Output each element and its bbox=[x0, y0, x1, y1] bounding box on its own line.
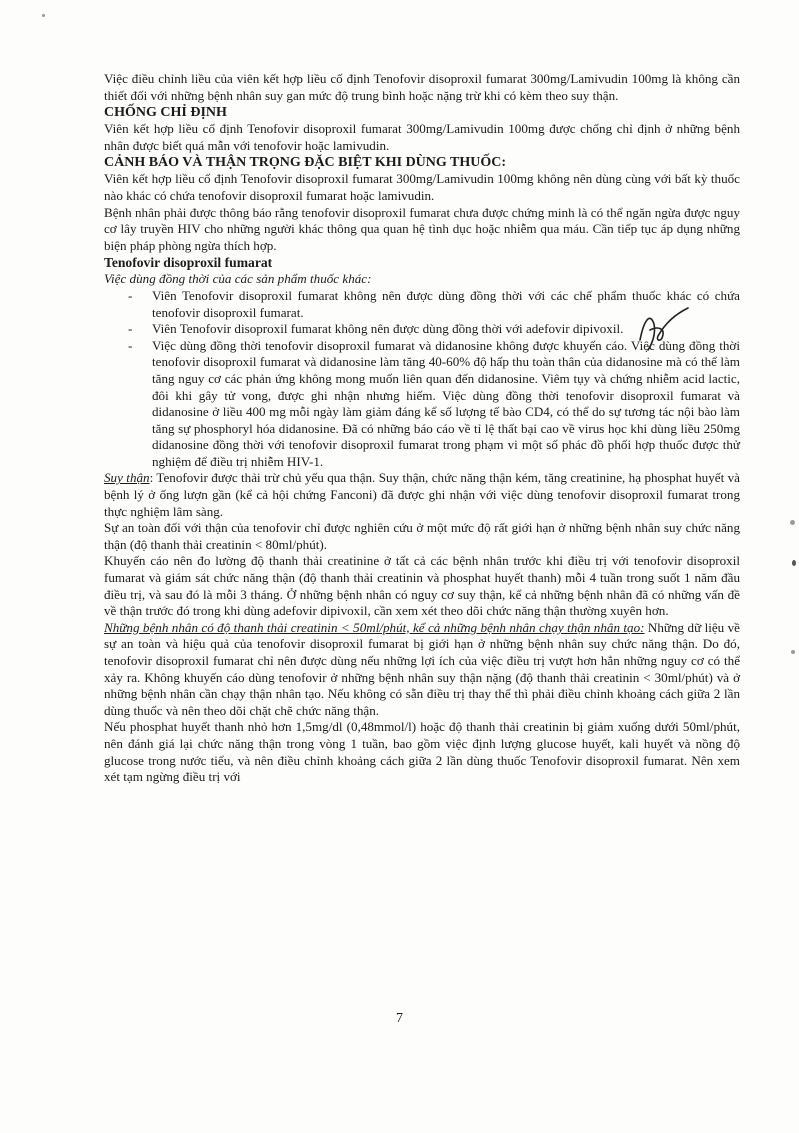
paragraph-contraindications: Viên kết hợp liều cố định Tenofovir disoproxil fumarat 300mg/Lamivudin 100mg được chống chỉ định ở những bệnh nhân được biết quá mẫn với tenofovir hoặc lamivudin. bbox=[104, 121, 740, 153]
page-number: 7 bbox=[396, 1011, 403, 1026]
heading-contraindications: CHỐNG CHỈ ĐỊNH bbox=[104, 105, 227, 121]
bullet-dash: - bbox=[128, 321, 133, 337]
paragraph-dialysis bbox=[104, 620, 740, 720]
list-item-text: Viên Tenofovir disoproxil fumarat không nên được dùng đồng thời với các chế phẩm thuốc khác có chứa tenofovir disoproxil fumarat. bbox=[152, 287, 740, 320]
heading-warnings: CẢNH BÁO VÀ THẬN TRỌNG ĐẶC BIỆT KHI DÙNG THUỐC: bbox=[104, 155, 507, 171]
dialysis-text: Những dữ liệu về sự an toàn và hiệu quả của tenofovir disoproxil fumarat bị giới hạn ở những bệnh nhân suy chức năng thận. Do đó, tenofovir disoproxil fumarat chỉ nên được dùng nếu những lợi ích của việc điều trị vượt hơn hẳn những nguy cơ có thể xảy ra. Không khuyến cáo dùng tenofovir ở những bệnh nhân suy thận nặng (độ thanh thải creatinin < 30ml/phút) và ở những bệnh nhân cần chạy thận nhân tạo. Nếu không có sẵn điều trị thay thế thì phải điều chỉnh khoảng cách giữa 2 lần dùng thuốc và nên theo dõi chặt chẽ chức năng thận. bbox=[104, 619, 740, 718]
list-item-text: Viên Tenofovir disoproxil fumarat không nên được dùng đồng thời với adefovir dipivoxil. bbox=[152, 321, 624, 337]
scan-mark bbox=[790, 520, 795, 525]
scan-mark bbox=[791, 650, 795, 654]
bullet-dash: - bbox=[128, 337, 133, 353]
paragraph-renal-safety: Sự an toàn đối với thận của tenofovir chỉ được nghiên cứu ở một mức độ rất giới hạn ở những bệnh nhân suy chức năng thận (độ thanh thải creatinin < 80ml/phút). bbox=[104, 520, 740, 552]
paragraph-hepatic-dose: Việc điều chỉnh liều của viên kết hợp liều cố định Tenofovir disoproxil fumarat 300mg/Lamivudin 100mg là không cần thiết đối với những bệnh nhân suy gan mức độ trung bình hoặc nặng trừ khi có kèm theo suy thận. bbox=[104, 71, 740, 103]
list-item-text: Việc dùng đồng thời tenofovir disoproxil fumarat và didanosine không được khuyến cáo. Việc dùng đồng thời tenofovir disoproxil fumarat và didanosine làm tăng 40-60% độ hấp thu toàn thân của didanosine mà có thể làm tăng nguy cơ các phản ứng không mong muốn liên quan đến didanosine. Viêm tụy và chứng nhiễm acid lactic, đôi khi gây tử vong, được ghi nhận nhưng hiếm. Việc dùng đồng thời tenofovir disoproxil fumarat và didanosine ở liều 400 mg mỗi ngày làm giảm đáng kể số lượng tế bào CD4, có thể do sự tương tác nội bào làm tăng sự phosphoryl hóa didanosine. Đã có những báo cáo về tỉ lệ thất bại cao về virus học khi dùng liều 250mg didanosine đồng thời với tenofovir disoproxil fumarat trong phạm vi một số phác đồ phối hợp thuốc được thử nghiệm để điều trị nhiễm HIV-1. bbox=[152, 337, 740, 469]
heading-tenofovir: Tenofovir disoproxil fumarat bbox=[104, 255, 273, 271]
renal-text: : Tenofovir được thải trừ chủ yếu qua thận. Suy thận, chức năng thận kém, tăng creatinine, hạ phosphat huyết và bệnh lý ở ống lượn gần (kể cả hội chứng Fanconi) đã được ghi nhận với việc dùng tenofovir disoproxil fumarat trong thực nghiệm lâm sàng. bbox=[104, 470, 740, 519]
handwritten-initial-icon bbox=[632, 300, 692, 360]
subheading-concurrent-use: Việc dùng đồng thời của các sản phẩm thuốc khác: bbox=[104, 271, 372, 287]
scan-mark bbox=[42, 14, 45, 17]
paragraph-phosphate: Nếu phosphat huyết thanh nhỏ hơn 1,5mg/dl (0,48mmol/l) hoặc độ thanh thải creatinin bị giảm xuống dưới 50ml/phút, nên đánh giá lại chức năng thận trong vòng 1 tuần, bao gồm việc định lượng glucose huyết, kali huyết và nồng độ glucose trong nước tiểu, và nên điều chỉnh khoảng cách giữa 2 lần dùng thuốc Tenofovir disoproxil fumarat. Nên xem xét tạm ngừng điều trị với bbox=[104, 719, 740, 785]
scan-mark bbox=[792, 560, 796, 566]
paragraph-renal-monitoring: Khuyến cáo nên đo lường độ thanh thải creatinine ở tất cả các bệnh nhân trước khi điều trị với tenofovir disoproxil fumarat và giám sát chức năng thận (độ thanh thải creatinin và phosphat huyết thanh) mỗi 4 tuần trong suốt 1 năm đầu điều trị, và sau đó là mỗi 3 tháng. Ở những bệnh nhân có nguy cơ suy thận, kể cả những bệnh nhân đã có những vấn đề về thận trước đó trong khi dùng adefovir dipivoxil, cần xem xét theo dõi chức năng thận thường xuyên hơn. bbox=[104, 553, 740, 619]
paragraph-no-coadmin: Viên kết hợp liều cố định Tenofovir disoproxil fumarat 300mg/Lamivudin 100mg không nên dùng cùng với bất kỳ thuốc nào khác có chứa tenofovir disoproxil fumarat hoặc lamivudin. bbox=[104, 171, 740, 203]
paragraph-renal-impairment bbox=[104, 470, 740, 520]
bullet-dash: - bbox=[128, 287, 133, 303]
renal-label: Suy thận bbox=[104, 470, 150, 486]
paragraph-hiv-transmission: Bệnh nhân phải được thông báo rằng tenofovir disoproxil fumarat chưa được chứng minh là có thể ngăn ngừa được nguy cơ lây truyền HIV cho những người khác thông qua quan hệ tình dục hoặc nhiễm qua máu. Cần tiếp tục áp dụng những biện pháp phòng ngừa thích hợp. bbox=[104, 204, 740, 253]
dialysis-label: Những bệnh nhân có độ thanh thải creatinin < 50ml/phút, kể cả những bệnh nhân chạy thận nhân tạo: bbox=[104, 619, 645, 635]
page-body bbox=[104, 71, 740, 786]
